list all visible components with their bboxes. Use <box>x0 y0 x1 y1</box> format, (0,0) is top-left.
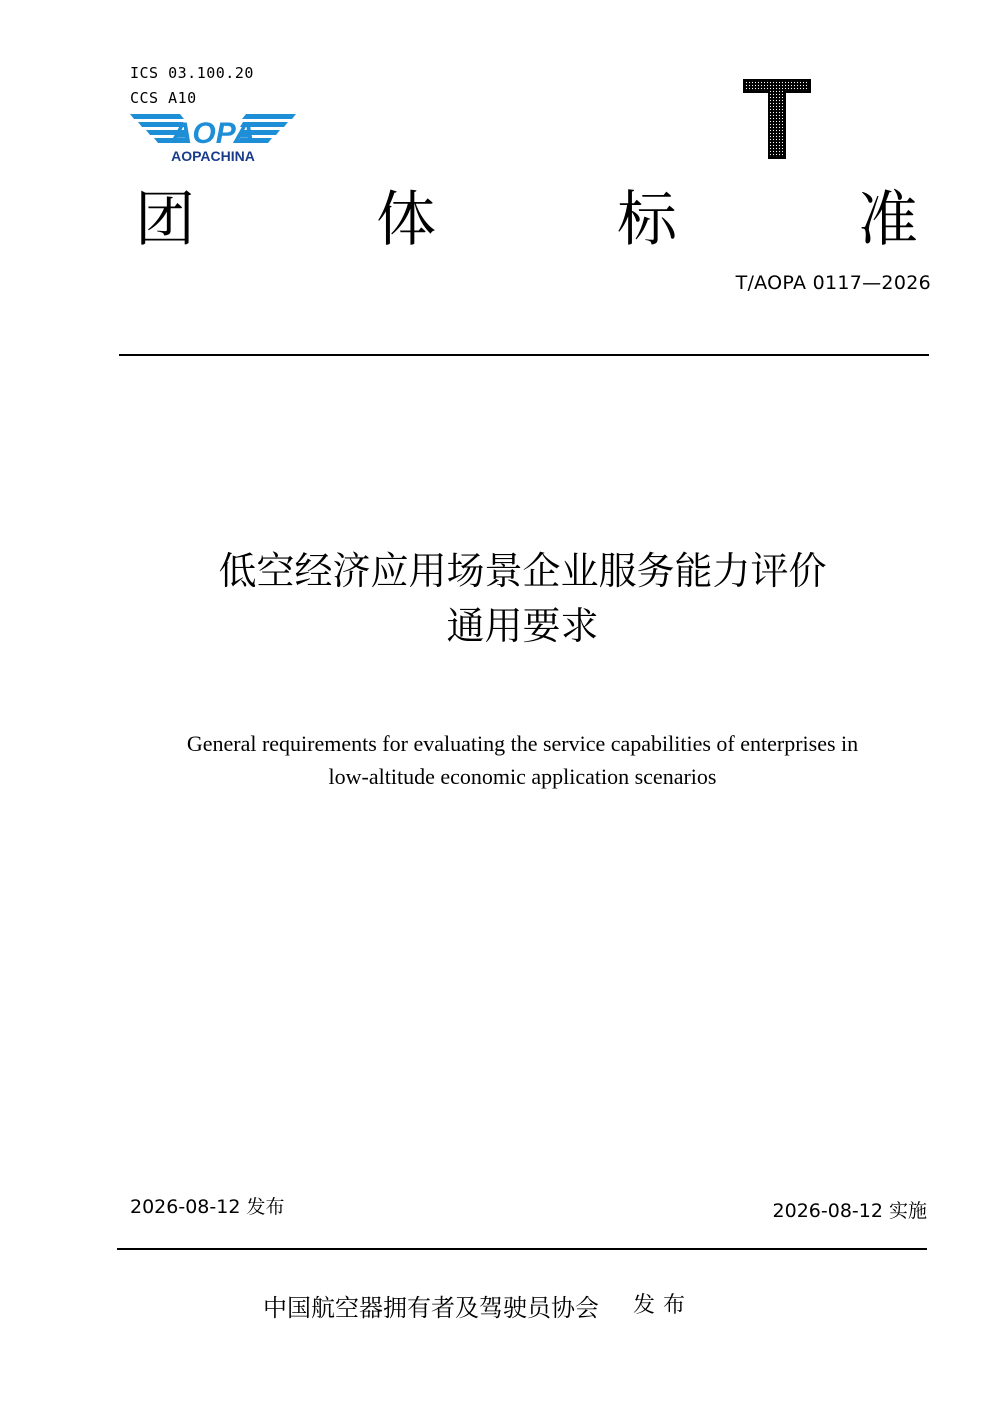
ccs-code: CCS A10 <box>130 89 197 107</box>
publisher-action: 发布 <box>633 1293 694 1318</box>
standard-category-char: 标 <box>617 185 677 255</box>
publish-date: 2026-08-12 发布 <box>130 1196 285 1218</box>
title-english-line-1: General requirements for evaluating the service capabilities of enterprises in <box>186 731 859 756</box>
implement-date: 2026-08-12 实施 <box>772 1200 927 1222</box>
publisher-name: 中国航空器拥有者及驾驶员协会 <box>263 1294 599 1322</box>
title-chinese-line-1: 低空经济应用场景企业服务能力评价 <box>218 549 827 593</box>
publisher-block <box>263 1293 693 1325</box>
standard-type-letter <box>742 78 812 160</box>
header-divider <box>119 354 929 356</box>
ics-code: ICS 03.100.20 <box>130 64 254 82</box>
standard-number: T/AOPA 0117—2026 <box>735 272 931 294</box>
standard-category-char: 团 <box>135 185 195 255</box>
footer-divider <box>117 1248 927 1250</box>
aopa-logo <box>128 110 298 166</box>
logo-text: AOPA <box>170 117 256 150</box>
title-english-line-2: low-altitude economic application scenarios <box>328 764 717 789</box>
logo-subtext: AOPACHINA <box>171 148 255 164</box>
standard-category-char: 准 <box>858 185 918 255</box>
title-chinese-line-2: 通用要求 <box>446 604 599 648</box>
standard-category-char: 体 <box>376 185 436 255</box>
